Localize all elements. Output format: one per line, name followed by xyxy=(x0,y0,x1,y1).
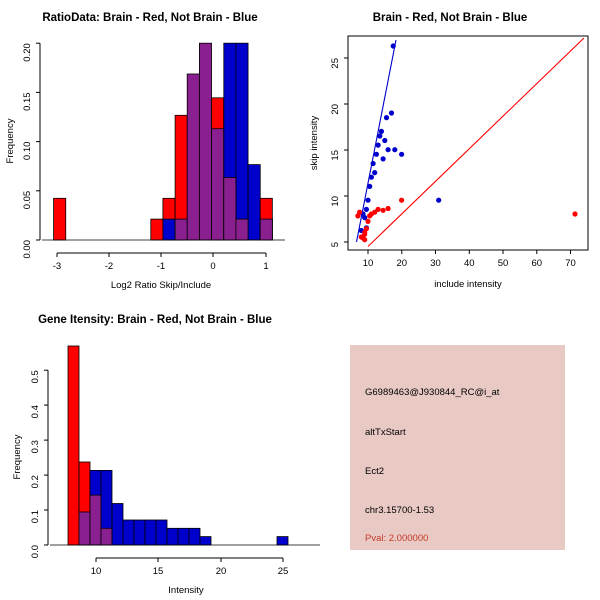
scatter-y-tick-0: 5 xyxy=(330,242,341,248)
scatter-points-blue xyxy=(359,43,442,233)
ratio-x-tick-4: 1 xyxy=(263,261,269,272)
panel-scatter xyxy=(300,0,600,300)
intensity-y-tick-2: 0.2 xyxy=(30,475,41,489)
scatter-x-tick-1: 20 xyxy=(396,258,408,269)
intensity-histogram-svg xyxy=(0,300,340,600)
gene-name-text: Ect2 xyxy=(365,466,385,477)
scatter-x-axis xyxy=(363,250,576,290)
intensity-y-tick-5: 0.5 xyxy=(30,370,41,384)
gene-info-panel xyxy=(350,345,565,550)
intensity-y-tick-4: 0.4 xyxy=(30,405,41,419)
scatter-y-axis xyxy=(309,58,348,247)
scatter-points-red xyxy=(355,198,577,243)
intensity-x-tick-0: 10 xyxy=(90,566,102,577)
panel-intensity-histogram-title: Gene Itensity: Brain - Red, Not Brain - Blue xyxy=(38,314,272,326)
scatter-svg xyxy=(300,0,600,300)
intensity-y-tick-1: 0.1 xyxy=(30,510,41,524)
ratio-y-tick-1: 0.05 xyxy=(22,190,33,210)
ratio-y-tick-3: 0.15 xyxy=(22,92,33,111)
scatter-x-tick-6: 70 xyxy=(565,258,576,269)
intensity-y-axis-label: Frequency xyxy=(12,434,23,480)
ratio-x-tick-3: 0 xyxy=(210,261,216,272)
scatter-x-tick-4: 50 xyxy=(497,258,509,269)
locus-text: chr3.15700-1.53 xyxy=(365,505,435,516)
scatter-y-tick-3: 20 xyxy=(330,104,341,115)
intensity-x-tick-3: 25 xyxy=(277,566,289,577)
ratio-y-axis-label: Frequency xyxy=(5,118,16,164)
scatter-x-tick-5: 60 xyxy=(531,258,543,269)
probe-id-text: G6989463@J930844_RC@i_at xyxy=(365,387,500,398)
intensity-histogram-y-axis xyxy=(12,370,48,558)
intensity-x-axis-label: Intensity xyxy=(168,585,204,596)
scatter-x-tick-2: 30 xyxy=(430,258,441,269)
ratio-y-tick-4: 0.20 xyxy=(22,43,33,62)
intensity-x-tick-1: 15 xyxy=(152,566,164,577)
ratio-histogram-y-axis xyxy=(5,43,40,258)
scatter-fit-lines xyxy=(357,38,585,247)
panel-ratio-histogram-title: RatioData: Brain - Red, Not Brain - Blue xyxy=(42,12,258,24)
event-type-text: altTxStart xyxy=(365,427,406,438)
ratio-x-tick-2: -1 xyxy=(156,261,166,272)
ratio-bars-red xyxy=(54,198,175,240)
intensity-x-tick-2: 20 xyxy=(215,566,227,577)
scatter-x-axis-label: include intensity xyxy=(434,279,502,290)
panel-ratio-histogram xyxy=(0,0,300,300)
ratio-x-tick-1: -2 xyxy=(104,261,114,272)
scatter-plot-frame xyxy=(348,36,588,250)
scatter-y-tick-1: 10 xyxy=(330,196,341,207)
ratio-y-tick-0: 0.00 xyxy=(22,240,33,259)
ratio-histogram-bars xyxy=(42,43,285,240)
scatter-x-tick-3: 40 xyxy=(464,258,475,269)
panel-scatter-title: Brain - Red, Not Brain - Blue xyxy=(372,12,528,24)
intensity-histogram-x-axis xyxy=(91,558,289,596)
intensity-histogram-bars xyxy=(50,346,320,545)
ratio-y-tick-2: 0.10 xyxy=(22,141,33,161)
ratio-x-axis-label: Log2 Ratio Skip/Include xyxy=(110,280,212,291)
intensity-y-tick-0: 0.0 xyxy=(30,545,41,559)
scatter-y-tick-2: 15 xyxy=(330,150,341,161)
ratio-histogram-svg xyxy=(0,0,300,300)
panel-intensity-histogram xyxy=(0,300,340,600)
pval-text: Pval: 2.000000 xyxy=(365,533,429,544)
ratio-histogram-x-axis xyxy=(53,253,269,291)
scatter-y-tick-4: 25 xyxy=(330,58,341,69)
scatter-x-tick-0: 10 xyxy=(362,258,374,269)
intensity-y-tick-3: 0.3 xyxy=(30,440,41,454)
scatter-y-axis-label: skip intensity xyxy=(309,115,320,171)
ratio-x-tick-0: -3 xyxy=(52,261,62,272)
